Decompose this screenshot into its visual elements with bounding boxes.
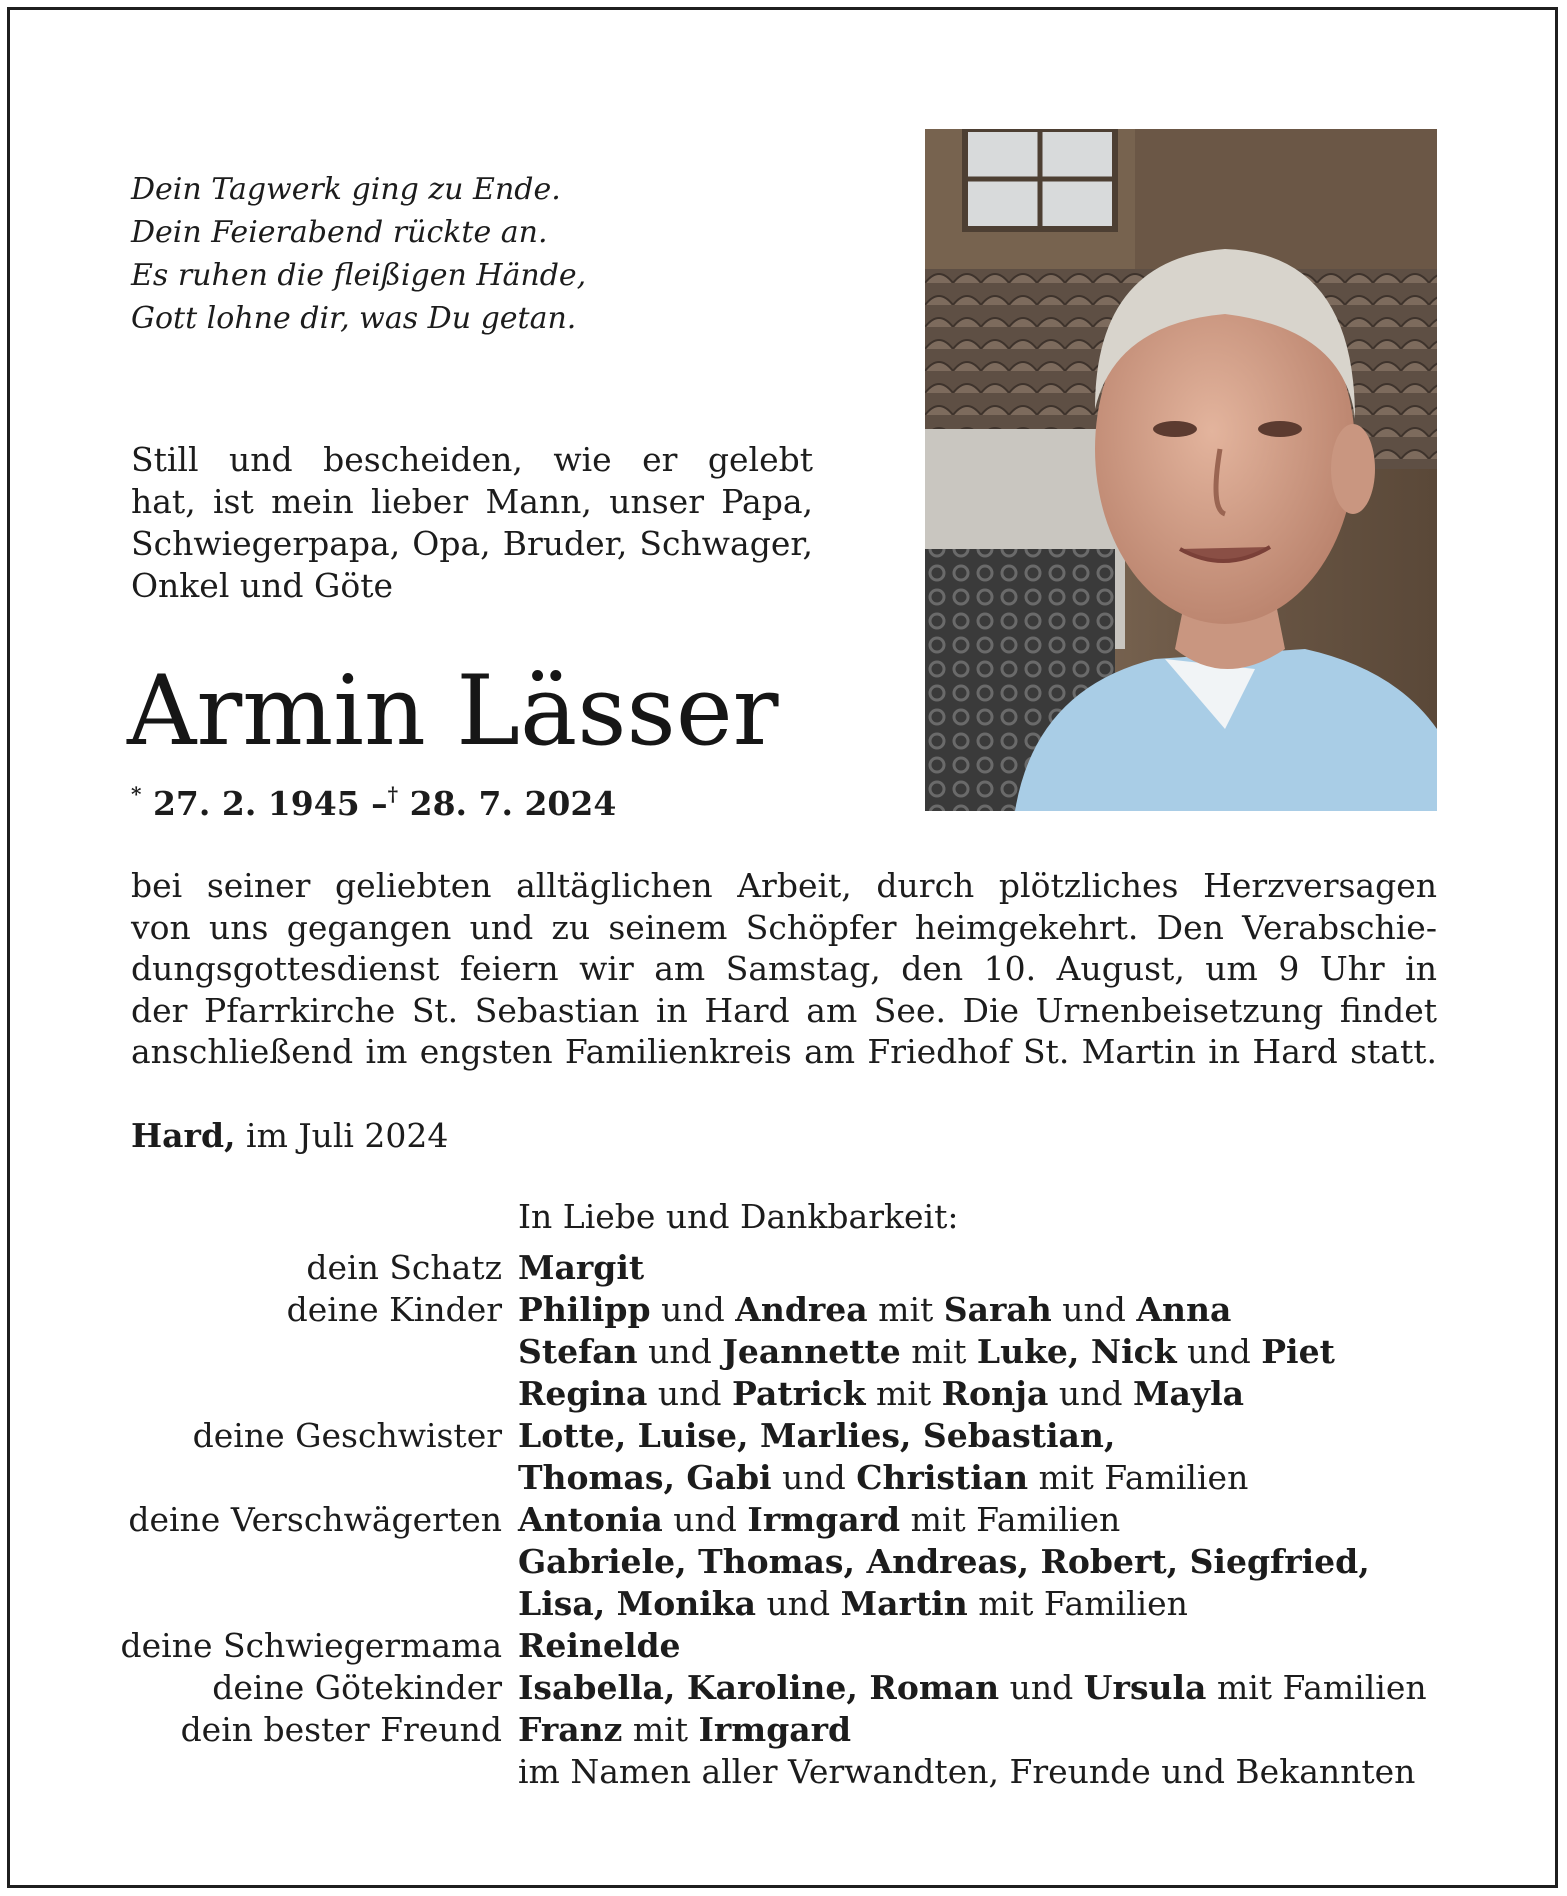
connector: und xyxy=(1009,1668,1074,1707)
connector: und xyxy=(1058,1374,1123,1413)
date: im Juli 2024 xyxy=(246,1116,449,1155)
intro-line: Onkel und Göte xyxy=(131,566,394,605)
family-name: Franz xyxy=(518,1710,623,1749)
family-name: Margit xyxy=(518,1248,645,1287)
family-row xyxy=(0,1625,1567,1667)
family-name: Philipp xyxy=(518,1290,651,1329)
connector: und xyxy=(673,1500,737,1539)
family-row xyxy=(0,1583,1567,1625)
death-symbol: † xyxy=(387,782,399,806)
relation-label: deine Geschwister xyxy=(192,1416,502,1455)
relation-label: deine Verschwägerten xyxy=(128,1500,502,1539)
relation-label: dein Schatz xyxy=(306,1248,502,1287)
connector: und xyxy=(657,1374,722,1413)
connector: mit xyxy=(878,1290,934,1329)
family-row xyxy=(0,1247,1567,1289)
relation-label: deine Schwiegermama xyxy=(120,1626,502,1665)
connector: und xyxy=(1187,1332,1251,1371)
poem-line: Es ruhen die fleißigen Hände, xyxy=(131,258,587,293)
family-name: Ursula xyxy=(1083,1668,1207,1707)
announcement-line: der Pfarrkirche St. Sebastian in Hard am See. Die Urnenbeisetzung findet xyxy=(131,990,1437,1030)
connector: mit Familien xyxy=(910,1500,1121,1539)
intro-line: Schwiegerpapa, Opa, Bruder, Schwager, xyxy=(131,524,813,563)
family-name: Stefan xyxy=(518,1332,638,1371)
poem-line: Dein Feierabend rückte an. xyxy=(131,215,548,250)
family-name: Irmgard xyxy=(747,1500,901,1539)
connector: mit Familien xyxy=(978,1584,1188,1623)
family-row xyxy=(0,1457,1567,1499)
intro-line: hat, ist mein lieber Mann, unser Papa, xyxy=(131,482,813,521)
announcement-line: bei seiner geliebten alltäglichen Arbeit, durch plötzliches Herzversagen xyxy=(131,866,1437,905)
announcement-line: anschließend im engsten Familienkreis am Friedhof St. Martin in Hard statt. xyxy=(131,1032,1437,1071)
closing-line: im Namen aller Verwandten, Freunde und Bekannten xyxy=(518,1752,1416,1791)
family-name: Lisa, Monika xyxy=(518,1584,756,1623)
connector: mit xyxy=(911,1332,967,1371)
portrait-illustration xyxy=(925,129,1437,811)
closing-heading: In Liebe und Dankbarkeit: xyxy=(518,1197,959,1236)
connector: mit Familien xyxy=(1216,1668,1427,1707)
family-row xyxy=(0,1499,1567,1541)
poem xyxy=(131,168,831,340)
birth-symbol: * xyxy=(131,782,142,806)
family-name: Lotte, Luise, Marlies, Sebastian, xyxy=(518,1416,1116,1455)
family-row xyxy=(0,1541,1567,1583)
place: Hard, xyxy=(131,1116,236,1155)
portrait-photo xyxy=(925,129,1437,811)
family-name: Christian xyxy=(856,1458,1029,1497)
family-name: Reinelde xyxy=(518,1626,681,1665)
family-list xyxy=(0,1247,1567,1793)
relation-label: deine Kinder xyxy=(286,1290,502,1329)
birth-date: 27. 2. 1945 xyxy=(152,784,360,823)
family-name: Antonia xyxy=(518,1500,663,1539)
connector: und xyxy=(648,1332,712,1371)
date-separator: – xyxy=(371,784,388,823)
family-row xyxy=(0,1331,1567,1373)
family-name: Piet xyxy=(1261,1332,1335,1371)
relation-label: dein bester Freund xyxy=(180,1710,502,1749)
family-name: Regina xyxy=(518,1374,648,1413)
family-name: Anna xyxy=(1136,1290,1232,1329)
family-name: Mayla xyxy=(1133,1374,1245,1413)
family-name: Jeannette xyxy=(722,1332,901,1371)
family-row xyxy=(0,1667,1567,1709)
family-row xyxy=(0,1373,1567,1415)
family-name: Martin xyxy=(840,1584,968,1623)
connector: mit xyxy=(632,1710,688,1749)
family-row xyxy=(0,1415,1567,1457)
death-date: 28. 7. 2024 xyxy=(409,784,617,823)
connector: mit xyxy=(875,1374,932,1413)
poem-line: Dein Tagwerk ging zu Ende. xyxy=(131,172,561,207)
place-date xyxy=(131,1116,448,1155)
family-name: Sarah xyxy=(943,1290,1052,1329)
announcement-line: von uns gegangen und zu seinem Schöpfer heimgekehrt. Den Verabschie- xyxy=(131,907,1437,947)
family-name: Isabella, Karoline, Roman xyxy=(518,1668,1000,1707)
family-row xyxy=(0,1751,1567,1793)
announcement-line: dungsgottesdienst feiern wir am Samstag, den 10. August, um 9 Uhr in xyxy=(131,949,1437,988)
family-name: Thomas, Gabi xyxy=(518,1458,772,1497)
connector: und xyxy=(1062,1290,1126,1329)
family-name: Andrea xyxy=(735,1290,868,1329)
family-row xyxy=(0,1289,1567,1331)
relation-label: deine Götekinder xyxy=(212,1668,502,1707)
connector: und xyxy=(661,1290,725,1329)
connector: und xyxy=(782,1458,846,1497)
family-name: Patrick xyxy=(732,1374,866,1413)
family-name: Irmgard xyxy=(698,1710,852,1749)
family-name: Luke, Nick xyxy=(976,1332,1177,1371)
deceased-name: Armin Lässer xyxy=(127,655,779,767)
life-dates xyxy=(131,782,616,823)
intro-line: Still und bescheiden, wie er gelebt xyxy=(131,440,813,479)
family-row xyxy=(0,1709,1567,1751)
announcement-text xyxy=(131,865,1437,1073)
connector: mit Familien xyxy=(1038,1458,1249,1497)
poem-line: Gott lohne dir, was Du getan. xyxy=(131,301,577,336)
connector: und xyxy=(766,1584,831,1623)
family-name: Ronja xyxy=(941,1374,1049,1413)
family-name: Gabriele, Thomas, Andreas, Robert, Siegfried, xyxy=(518,1542,1370,1581)
intro-text xyxy=(131,439,813,607)
